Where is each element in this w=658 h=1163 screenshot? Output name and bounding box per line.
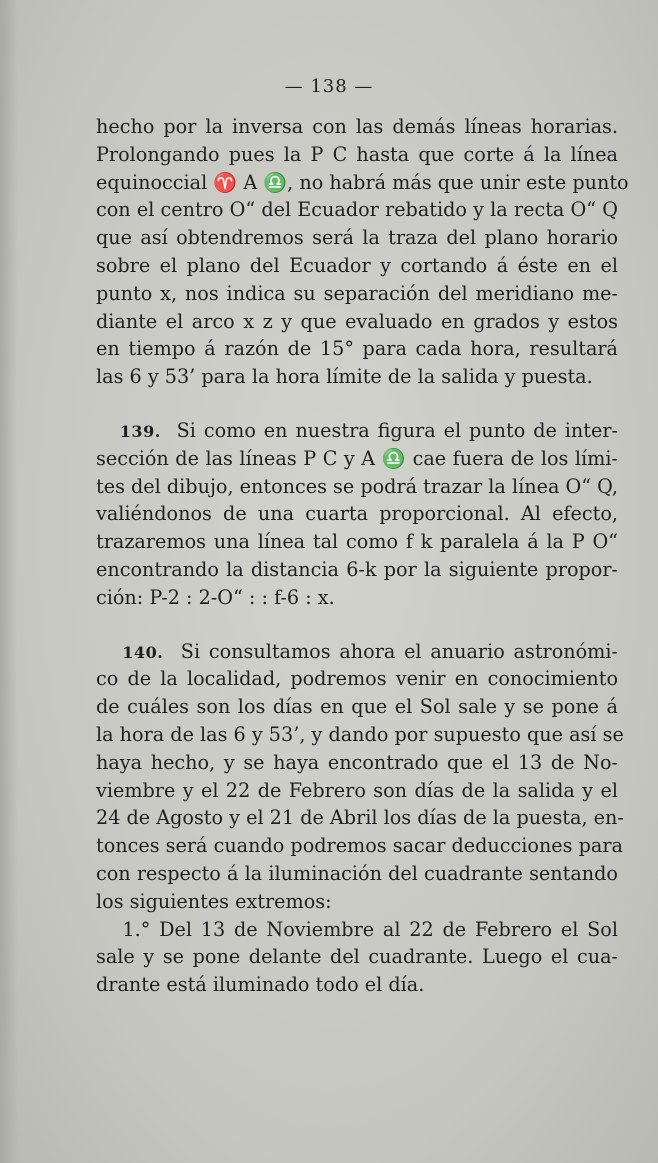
section-number: 140.: [122, 642, 164, 662]
text-line: tonces será cuando podremos sacar deducciones para: [96, 834, 623, 858]
text-line: las 6 y 53’ para la hora límite de la salida y puesta.: [96, 365, 593, 389]
text-line: sección de las líneas P C y A ♎ cae fuera de los lími-: [96, 446, 618, 470]
text-line: diante el arco x z y que evaluado en grados y estos: [96, 309, 618, 333]
paragraph-1: [96, 113, 629, 391]
text-line: sale y se pone delante del cuadrante. Luego el cua-: [96, 945, 618, 969]
text-line: viembre y el 22 de Febrero son días de la salida y el: [96, 778, 618, 802]
text-line: punto x, nos indica su separación del meridiano me-: [96, 281, 618, 305]
text-line: con respecto á la iluminación del cuadrante sentando: [96, 861, 618, 885]
text-line: que así obtendremos será la traza del plano horario: [96, 226, 618, 250]
text-line: tes del dibujo, entonces se podrá trazar la línea O“ Q,: [96, 474, 619, 498]
page-number: — 138 —: [284, 76, 374, 97]
text-line: 139. Si como en nuestra figura el punto de inter-: [119, 418, 618, 442]
text-line: trazaremos una línea tal como f k paralela á la P O“: [96, 530, 618, 554]
section-number: 139.: [119, 421, 161, 441]
text-line: co de la localidad, podremos venir en conocimiento: [96, 667, 618, 691]
section-139: [96, 417, 618, 612]
text-line: la hora de las 6 y 53’, y dando por supuesto que así se: [96, 722, 624, 746]
text-line: sobre el plano del Ecuador y cortando á éste en el: [96, 253, 618, 277]
text-line: 140. Si consultamos ahora el anuario astronómi-: [122, 639, 618, 663]
text-line: encontrando la distancia 6-k por la siguiente propor-: [96, 557, 618, 581]
text-line: en tiempo á razón de 15° para cada hora, resultará: [96, 337, 618, 361]
text-line: con el centro O“ del Ecuador rebatido y la recta O“ Q: [96, 198, 618, 222]
text-line: 24 de Agosto y el 21 de Abril los días de la puesta, en-: [96, 806, 624, 830]
text-line: valiéndonos de una cuarta proporcional. Al efecto,: [96, 502, 618, 526]
section-140: [96, 638, 624, 999]
text-line: hecho por la inversa con las demás líneas horarias.: [96, 115, 618, 138]
text-line: haya hecho, y se haya encontrado que el 13 de No-: [96, 750, 618, 774]
page-text: [96, 113, 629, 999]
text-line: Prolongando pues la P C hasta que corte á la línea: [96, 142, 618, 166]
text-line: ción: P-2 : 2-O“ : : f-6 : x.: [96, 585, 335, 609]
text-line: equinoccial ♈ A ♎, no habrá más que unir este punto: [96, 170, 629, 194]
text-line: de cuáles son los días en que el Sol sale y se pone á: [96, 695, 618, 719]
text-line: drante está iluminado todo el día.: [96, 973, 425, 997]
text-line: 1.° Del 13 de Noviembre al 22 de Febrero el Sol: [122, 917, 618, 941]
page-edge-shadow: [0, 0, 18, 1163]
text-line: los siguientes extremos:: [96, 889, 332, 913]
